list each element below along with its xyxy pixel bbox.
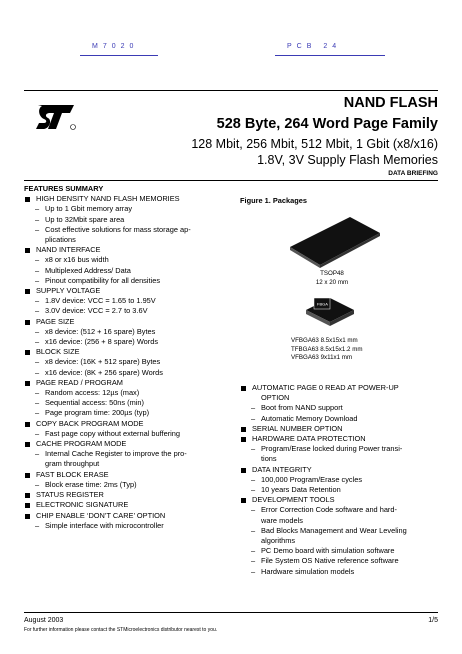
header-left-underline bbox=[80, 55, 158, 56]
tsop-package-name: TSOP48 bbox=[320, 270, 344, 277]
footer-rule bbox=[24, 612, 438, 613]
feature-bullet: HIGH DENSITY NAND FLASH MEMORIES bbox=[24, 194, 229, 204]
feature-bullet: CACHE PROGRAM MODE bbox=[24, 439, 229, 449]
feature-subitem: – Error Correction Code software and hard- bbox=[240, 505, 440, 515]
feature-subitem: – Hardware simulation models bbox=[240, 567, 440, 577]
feature-subitem: – Up to 32Mbit spare area bbox=[24, 215, 229, 225]
feature-subitem: – Block erase time: 2ms (Typ) bbox=[24, 480, 229, 490]
feature-subitem: – 100,000 Program/Erase cycles bbox=[240, 475, 440, 485]
feature-subitem: OPTION bbox=[261, 393, 290, 403]
feature-subitem: – x16 device: (256 + 8 spare) Words bbox=[24, 337, 229, 347]
feature-bullet: STATUS REGISTER bbox=[24, 490, 229, 500]
features-heading: FEATURES SUMMARY bbox=[24, 184, 104, 193]
feature-bullet: HARDWARE DATA PROTECTION bbox=[240, 434, 440, 444]
feature-bullet: COPY BACK PROGRAM MODE bbox=[24, 419, 229, 429]
feature-bullet: NAND INTERFACE bbox=[24, 245, 229, 255]
feature-subitem: – PC Demo board with simulation software bbox=[240, 546, 440, 556]
feature-subitem: – 10 years Data Retention bbox=[240, 485, 440, 495]
bga-package-2: TFBGA63 8.5x15x1.2 mm bbox=[291, 345, 363, 353]
title-main: NAND FLASH bbox=[343, 95, 438, 111]
feature-subitem: – Pinout compatibility for all densities bbox=[24, 276, 229, 286]
feature-subitem: – Program/Erase locked during Power transi- bbox=[240, 444, 440, 454]
feature-subitem: – Multiplexed Address/ Data bbox=[24, 266, 229, 276]
feature-bullet: PAGE SIZE bbox=[24, 317, 229, 327]
title-sub: 528 Byte, 264 Word Page Family bbox=[216, 116, 438, 132]
feature-bullet: ELECTRONIC SIGNATURE bbox=[24, 500, 229, 510]
feature-subitem: – 3.0V device: VCC = 2.7 to 3.6V bbox=[24, 306, 229, 316]
feature-subitem: – File System OS Native reference software bbox=[240, 556, 440, 566]
feature-bullet: BLOCK SIZE bbox=[24, 347, 229, 357]
feature-bullet: DATA INTEGRITY bbox=[240, 465, 440, 475]
fbga-chip-label: FBGA bbox=[317, 301, 328, 307]
feature-bullet: DEVELOPMENT TOOLS bbox=[240, 495, 440, 505]
title-voltages: 1.8V, 3V Supply Flash Memories bbox=[257, 153, 438, 167]
feature-subitem: – Internal Cache Register to improve the pro- bbox=[24, 449, 229, 459]
feature-bullet: CHIP ENABLE ‘DON’T CARE’ OPTION bbox=[24, 511, 229, 521]
st-logo bbox=[36, 101, 76, 133]
footer-date: August 2003 bbox=[24, 617, 64, 624]
bga-package-3: VFBGA63 9x11x1 mm bbox=[291, 354, 353, 361]
feature-subitem: ware models bbox=[261, 515, 303, 525]
figure-caption: Figure 1. Packages bbox=[240, 196, 307, 205]
title-bottom-rule bbox=[24, 180, 438, 181]
feature-bullet: PAGE READ / PROGRAM bbox=[24, 378, 229, 388]
feature-bullet: SERIAL NUMBER OPTION bbox=[240, 424, 440, 434]
feature-subitem: – 1.8V device: VCC = 1.65 to 1.95V bbox=[24, 296, 229, 306]
feature-subitem: – x8 device: (512 + 16 spare) Bytes bbox=[24, 327, 229, 337]
data-briefing-label: DATA BRIEFING bbox=[388, 170, 438, 177]
feature-subitem: plications bbox=[45, 235, 76, 245]
feature-subitem: – x8 or x16 bus width bbox=[24, 255, 229, 265]
feature-subitem: – Random access: 12µs (max) bbox=[24, 388, 229, 398]
feature-subitem: tions bbox=[261, 454, 277, 464]
feature-subitem: – Page program time: 200µs (typ) bbox=[24, 408, 229, 418]
top-rule bbox=[24, 90, 438, 91]
footer-note: For further information please contact the STMicroelectronics distributor nearest to you. bbox=[24, 627, 218, 633]
feature-subitem: – x8 device: (16K + 512 spare) Bytes bbox=[24, 357, 229, 367]
feature-subitem: – x16 device: (8K + 256 spare) Words bbox=[24, 368, 229, 378]
feature-bullet: SUPPLY VOLTAGE bbox=[24, 286, 229, 296]
feature-subitem: – Automatic Memory Download bbox=[240, 414, 440, 424]
tsop48-package-image bbox=[280, 205, 390, 275]
feature-subitem: – Sequential access: 50ns (min) bbox=[24, 398, 229, 408]
feature-bullet: AUTOMATIC PAGE 0 READ AT POWER-UP bbox=[240, 383, 440, 393]
feature-subitem: algorithms bbox=[261, 536, 296, 546]
header-right-code: PCB 24 bbox=[287, 43, 342, 50]
footer-page-number: 1/5 bbox=[428, 617, 438, 624]
feature-subitem: – Boot from NAND support bbox=[240, 403, 440, 413]
feature-subitem: – Simple interface with microcontroller bbox=[24, 521, 229, 531]
header-left-code: M7020 bbox=[92, 43, 139, 50]
bga-package-1: VFBGA63 8.5x15x1 mm bbox=[291, 337, 358, 344]
features-column-left bbox=[24, 184, 229, 531]
fbga-package-image bbox=[300, 294, 360, 338]
title-densities: 128 Mbit, 256 Mbit, 512 Mbit, 1 Gbit (x8/x16) bbox=[191, 137, 438, 151]
feature-bullet: FAST BLOCK ERASE bbox=[24, 470, 229, 480]
feature-subitem: – Cost effective solutions for mass storage ap- bbox=[24, 225, 229, 235]
feature-subitem: gram throughput bbox=[45, 459, 100, 469]
tsop-package-size: 12 x 20 mm bbox=[315, 278, 349, 286]
feature-subitem: – Up to 1 Gbit memory array bbox=[24, 204, 229, 214]
features-column-right bbox=[240, 383, 440, 577]
header-right-underline bbox=[275, 55, 385, 56]
feature-subitem: – Bad Blocks Management and Wear Leveling bbox=[240, 526, 440, 536]
feature-subitem: – Fast page copy without external buffering bbox=[24, 429, 229, 439]
